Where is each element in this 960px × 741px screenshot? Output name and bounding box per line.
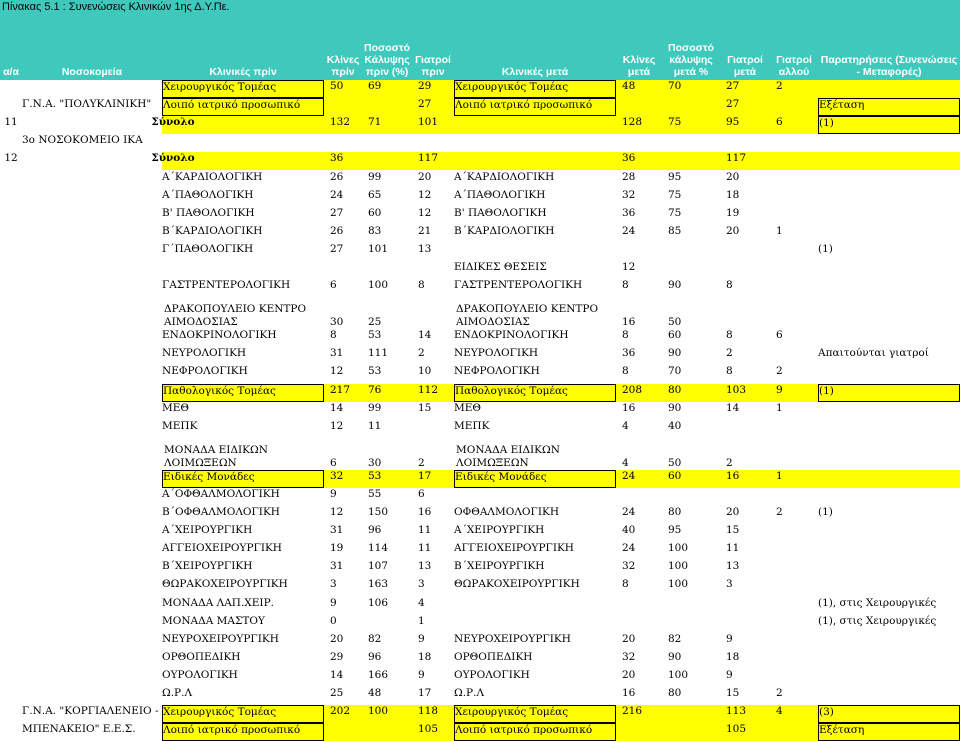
- beds-after: 128: [622, 116, 643, 129]
- clinic-before: ΜΟΝΑΔΑ ΛΑΠ.ΧΕΙΡ.: [162, 596, 274, 609]
- coverage-before: 114: [368, 542, 389, 555]
- notes-cell: (1), στις Χειρουργικές: [818, 614, 937, 627]
- doctors-after: 95: [726, 116, 740, 129]
- coverage-before: 100: [368, 279, 389, 292]
- clinic-before: ΝΕΥΡΟΛΟΓΙΚΗ: [162, 347, 247, 360]
- doctors-before: 14: [418, 329, 432, 342]
- beds-after: 24: [622, 469, 636, 482]
- clinic-after: Χειρουργικός Τομέας: [454, 80, 616, 98]
- coverage-after: 85: [668, 224, 682, 237]
- doctors-other: 2: [776, 506, 783, 518]
- doctors-other: 6: [776, 329, 783, 342]
- clinic-before: Λοιπό ιατρικό προσωπικό: [162, 723, 324, 741]
- beds-before: 26: [330, 224, 344, 237]
- coverage-after: 95: [668, 170, 682, 183]
- clinic-after: ΓΑΣΤΡΕΝΤΕΡΟΛΟΓΙΚΗ: [454, 279, 583, 292]
- doctors-before: 9: [418, 668, 425, 681]
- doctors-before: 117: [418, 152, 439, 165]
- clinic-after: ΟΡΘΟΠΕΔΙΚΗ: [454, 650, 533, 663]
- header-hospital: Νοσοκομεία: [22, 14, 162, 80]
- clinic-after: ΕΙΔΙΚΕΣ ΘΕΣΕΙΣ: [454, 261, 547, 273]
- coverage-before: 65: [368, 188, 382, 201]
- notes-cell: Εξέταση: [818, 98, 960, 116]
- beds-before: 27: [330, 206, 344, 219]
- doctors-after: 27: [726, 98, 740, 111]
- doctors-after: 9: [726, 668, 733, 681]
- beds-after: 216: [622, 705, 643, 718]
- beds-before: 12: [330, 419, 344, 432]
- doctors-before: 21: [418, 224, 432, 237]
- beds-before: 27: [330, 242, 344, 255]
- clinic-before: ΜΕΘ: [162, 401, 190, 414]
- clinic-merger-table: [0, 14, 960, 737]
- coverage-after: 40: [668, 419, 682, 432]
- beds-before: 14: [330, 668, 344, 681]
- doctors-before: 10: [418, 365, 432, 378]
- doctors-before: 11: [418, 524, 432, 537]
- total-label: Σύνολο: [151, 116, 195, 129]
- clinic-after: Λοιπό ιατρικό προσωπικό: [454, 98, 616, 116]
- clinic-after: Ω.Ρ.Λ: [454, 687, 485, 699]
- beds-before: 6: [330, 456, 337, 469]
- coverage-before: 71: [368, 116, 382, 129]
- clinic-before: ΜΟΝΑΔΑ ΕΙΔΙΚΩΝ ΛΟΙΜΩΞΕΩΝ: [164, 443, 268, 469]
- clinic-after: ΘΩΡΑΚΟΧΕΙΡΟΥΡΓΙΚΗ: [454, 578, 580, 591]
- beds-before: 24: [330, 188, 344, 201]
- doctors-before: 118: [418, 705, 439, 718]
- beds-before: 9: [330, 596, 337, 609]
- beds-after: 32: [622, 650, 636, 663]
- beds-before: 132: [330, 116, 351, 129]
- doctors-before: 17: [418, 687, 432, 699]
- coverage-before: 106: [368, 596, 389, 609]
- doctors-before: 12: [418, 206, 432, 219]
- doctors-before: 12: [418, 188, 432, 201]
- coverage-before: 107: [368, 560, 389, 573]
- beds-before: 30: [330, 316, 344, 329]
- notes-cell: (1): [818, 242, 833, 255]
- doctors-before: 8: [418, 279, 425, 292]
- clinic-after: ΜΟΝΑΔΑ ΕΙΔΙΚΩΝ ΛΟΙΜΩΞΕΩΝ: [456, 443, 560, 469]
- doctors-after: 113: [726, 705, 747, 718]
- doctors-after: 11: [726, 542, 740, 555]
- doctors-before: 112: [418, 383, 439, 396]
- beds-before: 8: [330, 329, 337, 342]
- coverage-before: 111: [368, 347, 389, 360]
- coverage-before: 11: [368, 419, 382, 432]
- notes-cell: (1): [818, 384, 960, 402]
- doctors-other: 9: [776, 383, 783, 396]
- clinic-before: ΕΝΔΟΚΡΙΝΟΛΟΓΙΚΗ: [162, 329, 277, 342]
- coverage-before: 53: [368, 329, 382, 342]
- clinic-after: Χειρουργικός Τομέας: [454, 705, 616, 723]
- beds-after: 16: [622, 687, 636, 699]
- header-doctors-before: Γιατροί πριν: [412, 14, 454, 80]
- clinic-before: Β΄ΧΕΙΡΟΥΡΓΙΚΗ: [162, 560, 253, 573]
- doctors-before: 29: [418, 80, 432, 92]
- header-clinics-before: Κλινικές πρίν: [162, 14, 324, 80]
- clinic-before: ΔΡΑΚΟΠΟΥΛΕΙΟ ΚΕΝΤΡΟ ΑΙΜΟΔΟΣΙΑΣ: [164, 303, 307, 329]
- coverage-before: 99: [368, 170, 382, 183]
- clinic-after: Β' ΠΑΘΟΛΟΓΙΚΗ: [454, 206, 547, 219]
- coverage-before: 96: [368, 650, 382, 663]
- clinic-before: Χειρουργικός Τομέας: [162, 705, 324, 723]
- doctors-before: 11: [418, 542, 432, 555]
- clinic-before: ΝΕΥΡΟΧΕΙΡΟΥΡΓΙΚΗ: [162, 632, 279, 645]
- coverage-before: 53: [368, 469, 382, 482]
- clinic-after: Παθολογικός Τομέας: [454, 384, 616, 402]
- clinic-before: Χειρουργικός Τομέας: [162, 80, 324, 98]
- doctors-after: 117: [726, 152, 747, 165]
- clinic-before: ΟΥΡΟΛΟΓΙΚΗ: [162, 668, 238, 681]
- beds-before: 14: [330, 401, 344, 414]
- beds-after: 16: [622, 401, 636, 414]
- doctors-after: 8: [726, 329, 733, 342]
- coverage-before: 150: [368, 506, 389, 518]
- header-aa: α/α: [0, 14, 22, 80]
- doctors-after: 16: [726, 469, 740, 482]
- clinic-after: Β΄ΧΕΙΡΟΥΡΓΙΚΗ: [454, 560, 545, 573]
- coverage-before: 82: [368, 632, 382, 645]
- clinic-before: Α΄ΚΑΡΔΙΟΛΟΓΙΚΗ: [162, 170, 263, 183]
- total-label: Σύνολο: [151, 152, 195, 165]
- beds-before: 20: [330, 632, 344, 645]
- clinic-after: Α΄ΧΕΙΡΟΥΡΓΙΚΗ: [454, 524, 545, 537]
- doctors-after: 18: [726, 188, 740, 201]
- coverage-before: 99: [368, 401, 382, 414]
- coverage-after: 70: [668, 365, 682, 378]
- clinic-after: ΕΝΔΟΚΡΙΝΟΛΟΓΙΚΗ: [454, 329, 569, 342]
- clinic-after: ΜΕΘ: [454, 401, 482, 414]
- beds-after: 20: [622, 668, 636, 681]
- clinic-before: Α΄ΧΕΙΡΟΥΡΓΙΚΗ: [162, 524, 253, 537]
- coverage-after: 75: [668, 206, 682, 219]
- notes-cell: Εξέταση: [818, 723, 960, 741]
- doctors-before: 20: [418, 170, 432, 183]
- doctors-after: 20: [726, 170, 740, 183]
- beds-after: 40: [622, 524, 636, 537]
- doctors-other: 2: [776, 80, 783, 92]
- clinic-before: ΟΡΘΟΠΕΔΙΚΗ: [162, 650, 241, 663]
- doctors-after: 15: [726, 687, 740, 699]
- clinic-before: ΜΟΝΑΔΑ ΜΑΣΤΟΥ: [162, 614, 265, 627]
- coverage-before: 60: [368, 206, 382, 219]
- doctors-after: 8: [726, 279, 733, 292]
- coverage-after: 90: [668, 347, 682, 360]
- coverage-after: 90: [668, 279, 682, 292]
- header-coverage-after: Ποσοστό κάλυψης μετά %: [662, 14, 720, 80]
- coverage-before: 76: [368, 383, 382, 396]
- clinic-after: ΜΕΠΚ: [454, 419, 490, 432]
- coverage-before: 55: [368, 487, 382, 500]
- beds-before: 36: [330, 152, 344, 165]
- doctors-after: 105: [726, 723, 747, 736]
- doctors-after: 103: [726, 383, 747, 396]
- beds-after: 12: [622, 261, 636, 273]
- beds-before: 202: [330, 705, 351, 718]
- row-number: 11: [4, 116, 18, 129]
- doctors-after: 3: [726, 578, 733, 591]
- hospital-name: 3ο ΝΟΣΟΚΟΜΕΙΟ ΙΚΑ: [22, 134, 143, 147]
- beds-after: 36: [622, 152, 636, 165]
- doctors-after: 19: [726, 206, 740, 219]
- coverage-after: 100: [668, 560, 689, 573]
- beds-after: 24: [622, 542, 636, 555]
- clinic-before: Ειδικές Μονάδες: [162, 470, 324, 488]
- beds-after: 8: [622, 329, 629, 342]
- beds-after: 8: [622, 279, 629, 292]
- beds-before: 31: [330, 347, 344, 360]
- coverage-after: 80: [668, 506, 682, 518]
- clinic-before: Β' ΠΑΘΟΛΟΓΙΚΗ: [162, 206, 255, 219]
- coverage-after: 90: [668, 401, 682, 414]
- doctors-other: 2: [776, 687, 783, 699]
- coverage-after: 70: [668, 80, 682, 92]
- doctors-after: 13: [726, 560, 740, 573]
- coverage-before: 163: [368, 578, 389, 591]
- clinic-before: Α΄ΠΑΘΟΛΟΓΙΚΗ: [162, 188, 254, 201]
- coverage-after: 75: [668, 188, 682, 201]
- beds-after: 16: [622, 316, 636, 329]
- clinic-after: ΝΕΥΡΟΛΟΓΙΚΗ: [454, 347, 539, 360]
- coverage-before: 53: [368, 365, 382, 378]
- beds-after: 24: [622, 506, 636, 518]
- beds-before: 25: [330, 687, 344, 699]
- coverage-before: 166: [368, 668, 389, 681]
- header-doctors-other: Γιατροί αλλού: [770, 14, 818, 80]
- doctors-before: 1: [418, 614, 425, 627]
- hospital-name: Γ.Ν.Α. "ΠΟΛΥΚΛΙΝΙΚΗ": [22, 98, 152, 111]
- doctors-before: 4: [418, 596, 425, 609]
- doctors-before: 2: [418, 456, 425, 469]
- doctors-before: 13: [418, 560, 432, 573]
- coverage-after: 60: [668, 329, 682, 342]
- clinic-before: Β΄ΚΑΡΔΙΟΛΟΓΙΚΗ: [162, 224, 263, 237]
- coverage-before: 25: [368, 316, 382, 329]
- clinic-after: Α΄ΚΑΡΔΙΟΛΟΓΙΚΗ: [454, 170, 555, 183]
- clinic-before: Α΄ΟΦΘΑΛΜΟΛΟΓΙΚΗ: [162, 487, 280, 500]
- doctors-after: 15: [726, 524, 740, 537]
- clinic-after: ΝΕΦΡΟΛΟΓΙΚΗ: [454, 365, 540, 378]
- beds-before: 12: [330, 506, 344, 518]
- coverage-after: 100: [668, 668, 689, 681]
- coverage-before: 101: [368, 242, 389, 255]
- beds-after: 24: [622, 224, 636, 237]
- doctors-other: 1: [776, 469, 783, 482]
- beds-after: 32: [622, 560, 636, 573]
- doctors-after: 2: [726, 456, 733, 469]
- hospital-name: Γ.Ν.Α. "ΚΟΡΓΙΑΛΕΝΕΙΟ -: [22, 705, 159, 718]
- clinic-after: ΟΥΡΟΛΟΓΙΚΗ: [454, 668, 530, 681]
- beds-before: 26: [330, 170, 344, 183]
- beds-before: 32: [330, 469, 344, 482]
- clinic-after: ΑΓΓΕΙΟΧΕΙΡΟΥΡΓΙΚΗ: [454, 542, 574, 555]
- coverage-after: 90: [668, 650, 682, 663]
- notes-cell: (1), στις Χειρουργικές: [818, 596, 937, 609]
- beds-before: 9: [330, 487, 337, 500]
- clinic-before: Λοιπό ιατρικό προσωπικό: [162, 98, 324, 116]
- doctors-before: 15: [418, 401, 432, 414]
- doctors-other: 1: [776, 401, 783, 414]
- clinic-before: Γ΄ΠΑΘΟΛΟΓΙΚΗ: [162, 242, 254, 255]
- beds-after: 48: [622, 80, 636, 92]
- clinic-after: ΟΦΘΑΛΜΟΛΟΓΙΚΗ: [454, 506, 559, 518]
- doctors-before: 3: [418, 578, 425, 591]
- beds-after: 4: [622, 419, 629, 432]
- doctors-before: 13: [418, 242, 432, 255]
- beds-before: 6: [330, 279, 337, 292]
- header-doctors-after: Γιατροί μετά: [720, 14, 770, 80]
- clinic-before: ΝΕΦΡΟΛΟΓΙΚΗ: [162, 365, 248, 378]
- beds-before: 19: [330, 542, 344, 555]
- coverage-before: 96: [368, 524, 382, 537]
- clinic-after: Λοιπό ιατρικό προσωπικό: [454, 723, 616, 741]
- coverage-before: 69: [368, 80, 382, 92]
- row-number: 12: [4, 152, 18, 165]
- doctors-before: 105: [418, 723, 439, 736]
- beds-before: 12: [330, 365, 344, 378]
- beds-after: 36: [622, 347, 636, 360]
- doctors-before: 2: [418, 347, 425, 360]
- doctors-after: 2: [726, 347, 733, 360]
- beds-before: 31: [330, 560, 344, 573]
- coverage-after: 80: [668, 687, 682, 699]
- beds-after: 8: [622, 578, 629, 591]
- beds-before: 0: [330, 614, 337, 627]
- clinic-after: ΔΡΑΚΟΠΟΥΛΕΙΟ ΚΕΝΤΡΟ ΑΙΜΟΔΟΣΙΑΣ: [456, 303, 599, 329]
- beds-after: 8: [622, 365, 629, 378]
- beds-before: 3: [330, 578, 337, 591]
- doctors-other: 1: [776, 224, 783, 237]
- doctors-before: 27: [418, 98, 432, 111]
- doctors-after: 27: [726, 80, 740, 92]
- clinic-before: Παθολογικός Τομέας: [162, 384, 324, 402]
- clinic-before: Β΄ΟΦΘΑΛΜΟΛΟΓΙΚΗ: [162, 506, 280, 518]
- coverage-before: 100: [368, 705, 389, 718]
- doctors-after: 20: [726, 506, 740, 518]
- doctors-before: 6: [418, 487, 425, 500]
- header-beds-after: Κλίνες μετά: [616, 14, 662, 80]
- doctors-before: 101: [418, 116, 439, 129]
- doctors-after: 18: [726, 650, 740, 663]
- clinic-after: Α΄ΠΑΘΟΛΟΓΙΚΗ: [454, 188, 546, 201]
- notes-cell: (3): [818, 705, 960, 723]
- clinic-after: Ειδικές Μονάδες: [454, 470, 616, 488]
- doctors-before: 17: [418, 469, 432, 482]
- clinic-after: ΝΕΥΡΟΧΕΙΡΟΥΡΓΙΚΗ: [454, 632, 571, 645]
- coverage-after: 95: [668, 524, 682, 537]
- beds-after: 36: [622, 206, 636, 219]
- coverage-after: 82: [668, 632, 682, 645]
- doctors-before: 9: [418, 632, 425, 645]
- doctors-after: 8: [726, 365, 733, 378]
- header-beds-before: Κλίνες πρίν: [324, 14, 362, 80]
- beds-after: 32: [622, 188, 636, 201]
- doctors-after: 9: [726, 632, 733, 645]
- coverage-before: 48: [368, 687, 382, 699]
- coverage-before: 30: [368, 456, 382, 469]
- clinic-before: ΘΩΡΑΚΟΧΕΙΡΟΥΡΓΙΚΗ: [162, 578, 288, 591]
- clinic-before: Ω.Ρ.Λ: [162, 687, 193, 699]
- beds-after: 4: [622, 456, 629, 469]
- doctors-other: 2: [776, 365, 783, 378]
- beds-before: 50: [330, 80, 344, 92]
- beds-after: 20: [622, 632, 636, 645]
- table-title: Πίνακας 5.1 : Συνενώσεις Κλινικών 1ης Δ.Υ.Πε.: [0, 0, 960, 14]
- header-clinics-after: Κλινικές μετά: [454, 14, 616, 80]
- doctors-before: 18: [418, 650, 432, 663]
- coverage-after: 80: [668, 383, 682, 396]
- notes-cell: Απαιτούνται γιατροί: [818, 347, 929, 360]
- doctors-other: 6: [776, 116, 783, 129]
- beds-before: 29: [330, 650, 344, 663]
- clinic-before: ΓΑΣΤΡΕΝΤΕΡΟΛΟΓΙΚΗ: [162, 279, 291, 292]
- clinic-before: ΑΓΓΕΙΟΧΕΙΡΟΥΡΓΙΚΗ: [162, 542, 282, 555]
- clinic-before: ΜΕΠΚ: [162, 419, 198, 432]
- coverage-after: 60: [668, 469, 682, 482]
- beds-before: 217: [330, 383, 351, 396]
- doctors-other: 4: [776, 705, 783, 718]
- coverage-after: 50: [668, 316, 682, 329]
- coverage-after: 100: [668, 578, 689, 591]
- coverage-before: 83: [368, 224, 382, 237]
- notes-cell: (1): [818, 116, 960, 134]
- hospital-name: ΜΠΕΝΑΚΕΙΟ" Ε.Ε.Σ.: [22, 723, 136, 736]
- coverage-after: 50: [668, 456, 682, 469]
- doctors-before: 16: [418, 506, 432, 518]
- doctors-after: 14: [726, 401, 740, 414]
- header-notes: Παρατηρήσεις (Συνενώσεις - Μεταφορές): [818, 14, 960, 80]
- header-coverage-before: Ποσοστό Κάλυψης πριν (%): [362, 14, 412, 80]
- notes-cell: (1): [818, 506, 833, 518]
- clinic-after: Β΄ΚΑΡΔΙΟΛΟΓΙΚΗ: [454, 224, 555, 237]
- doctors-after: 20: [726, 224, 740, 237]
- coverage-after: 100: [668, 542, 689, 555]
- beds-after: 28: [622, 170, 636, 183]
- beds-after: 208: [622, 383, 643, 396]
- beds-before: 31: [330, 524, 344, 537]
- coverage-after: 75: [668, 116, 682, 129]
